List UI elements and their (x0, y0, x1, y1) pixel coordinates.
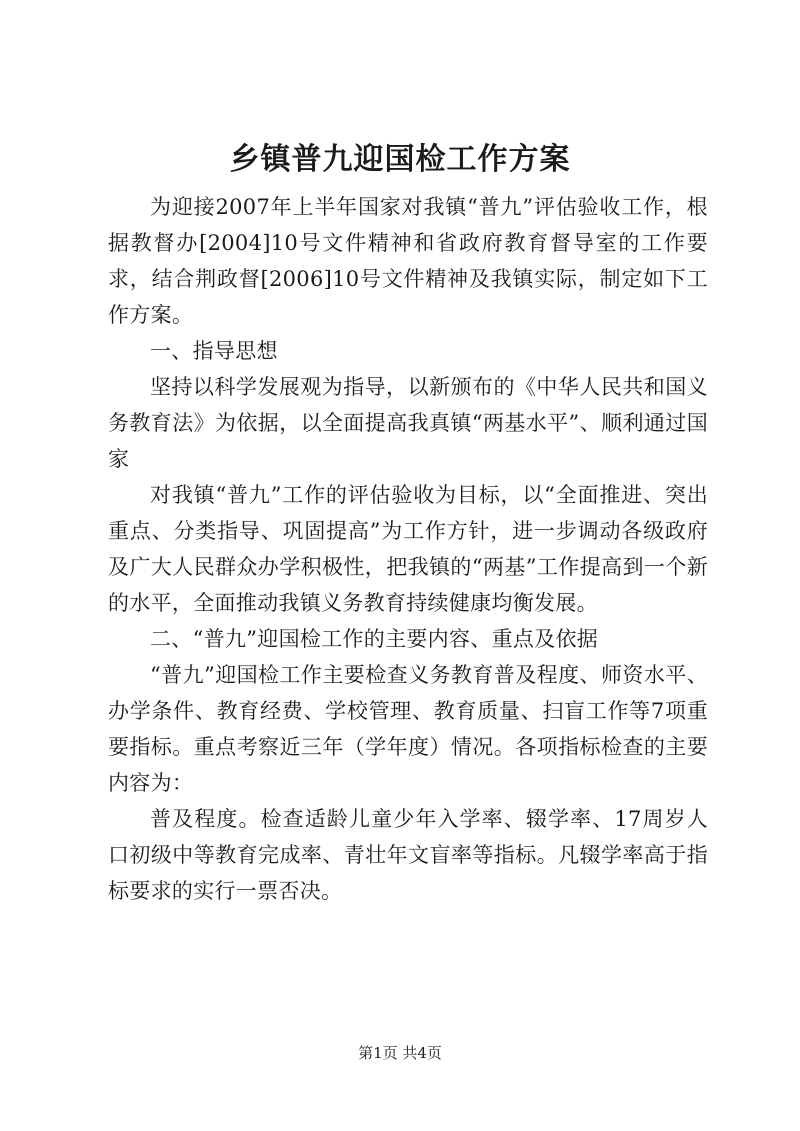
paragraph-goals: 对我镇“普九”工作的评估验收为目标，以“全面推进、突出重点、分类指导、巩固提高”为工作方针，进一步调动各级政府及广大人民群众办学积极性，把我镇的“两基”工作提高到一个新的水平，全面推动我镇义务教育持续健康均衡发展。 (108, 483, 708, 615)
document-title: 乡镇普九迎国检工作方案 (229, 142, 571, 177)
paragraph-intro: 为迎接2007年上半年国家对我镇“普九”评估验收工作，根据教督办[2004]10号文件精神和省政府教育督导室的工作要求，结合荆政督[2006]10号文件精神及我镇实际，制定如下工作方案。 (108, 195, 708, 327)
heading-main-content: 二、“普九”迎国检工作的主要内容、重点及依据 (150, 627, 599, 651)
heading-guiding-ideology: 一、指导思想 (150, 339, 278, 363)
paragraph-main-content: “普九”迎国检工作主要检查义务教育普及程度、师资水平、办学条件、教育经费、学校管理、教育质量、扫盲工作等7项重要指标。重点考察近三年（学年度）情况。各项指标检查的主要内容为： (108, 663, 708, 795)
document-body (108, 189, 708, 909)
paragraph-popularization: 普及程度。检查适龄儿童少年入学率、辍学率、17周岁人口初级中等教育完成率、青壮年文盲率等指标。凡辍学率高于指标要求的实行一票否决。 (108, 807, 708, 903)
paragraph-guiding-ideology: 坚持以科学发展观为指导，以新颁布的《中华人民共和国义务教育法》为依据，以全面提高我真镇“两基水平”、顺利通过国家 (108, 375, 708, 471)
page-footer: 第1页 共4页 (358, 1044, 442, 1062)
